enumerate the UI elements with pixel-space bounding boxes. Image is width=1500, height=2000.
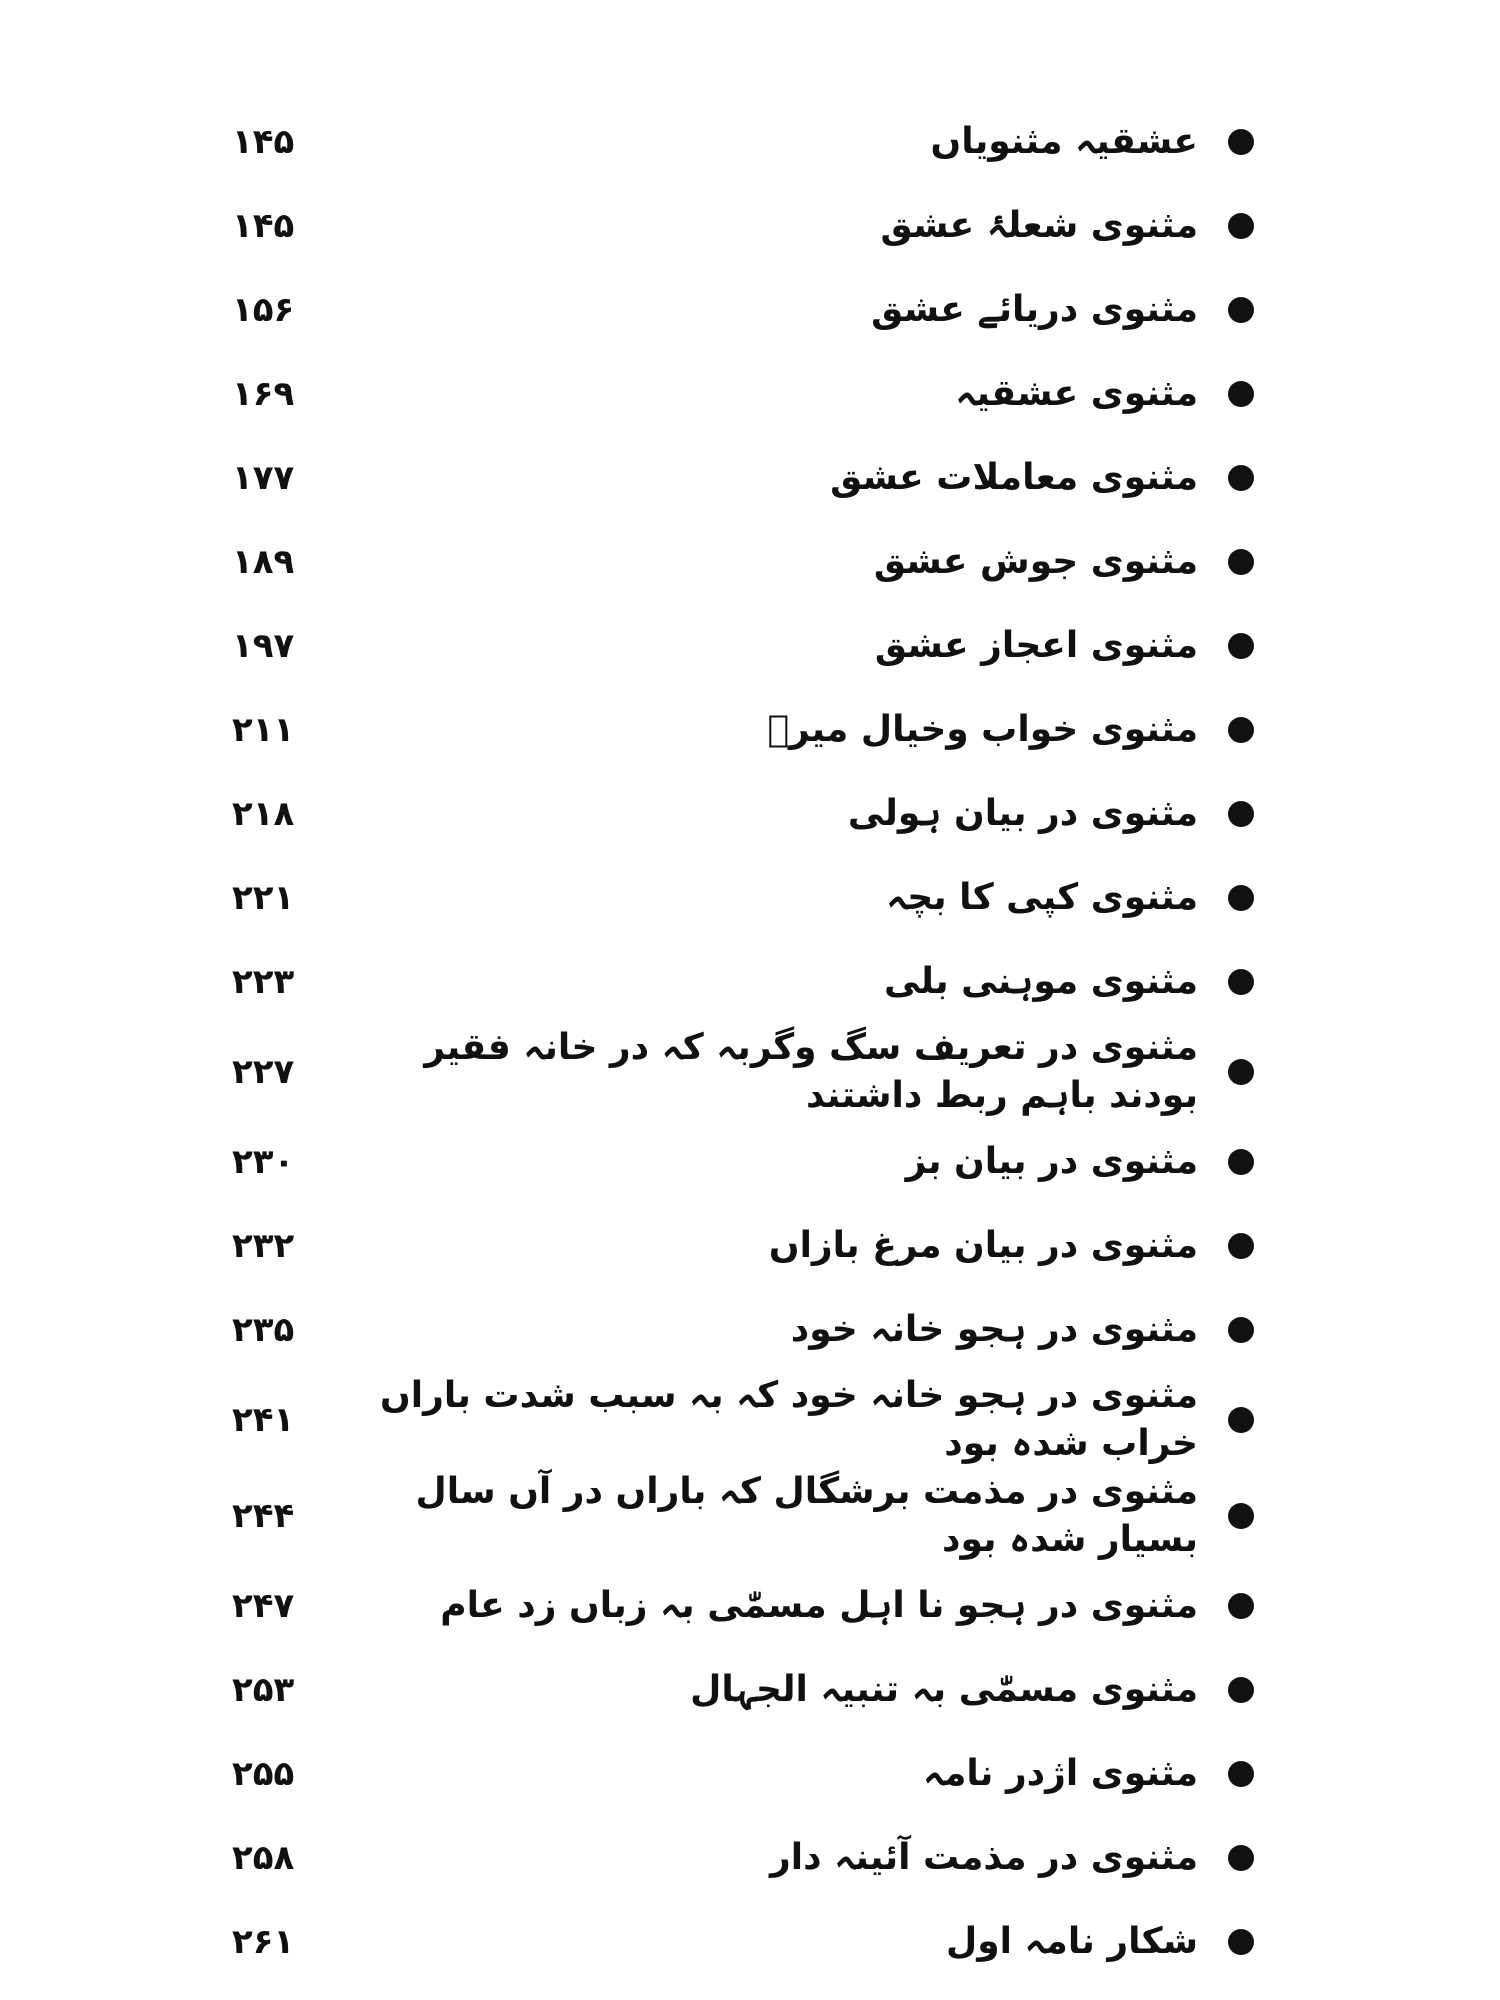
- bullet-icon: [1228, 129, 1254, 155]
- entry-title: مثنوی دریائے عشق: [871, 289, 1198, 330]
- entry-page-number: ۲۴۱: [232, 1400, 295, 1440]
- entry-page-number: ۲۵۵: [232, 1754, 295, 1794]
- entry-page-number: ۲۵۸: [232, 1838, 295, 1878]
- bullet-icon: [1228, 633, 1254, 659]
- toc-entry: [232, 604, 1254, 688]
- bullet-icon: [1228, 381, 1254, 407]
- toc-entry: [232, 184, 1254, 268]
- toc-entry: [232, 1372, 1254, 1468]
- toc-entry: [232, 856, 1254, 940]
- toc-entry: [232, 352, 1254, 436]
- bullet-icon: [1228, 885, 1254, 911]
- entry-title: مثنوی کپی کا بچہ: [886, 877, 1198, 918]
- toc-entry: [232, 1732, 1254, 1816]
- entry-title: مثنوی در ہجو خانہ خود کہ بہ سبب شدت باراں خراب شدہ بود: [380, 1375, 1198, 1464]
- toc-entry: [232, 1900, 1254, 1984]
- entry-page-number: ۲۱۱: [232, 710, 295, 750]
- toc-entry: [232, 436, 1254, 520]
- entry-title: مثنوی شعلۂ عشق: [880, 205, 1198, 246]
- entry-page-number: ۱۹۷: [232, 626, 295, 666]
- entry-title: مثنوی موہنی بلی: [883, 961, 1198, 1002]
- toc-entry: [232, 772, 1254, 856]
- entry-page-number: ۱۷۷: [232, 458, 295, 498]
- toc-entry: [232, 100, 1254, 184]
- toc-entry: [232, 1564, 1254, 1648]
- bullet-icon: [1228, 1407, 1254, 1433]
- entry-title: مثنوی در مذمت آئینہ دار: [770, 1837, 1198, 1878]
- entry-title: مثنوی در مذمت برشگال کہ باراں در آں سال بسیار شدہ بود: [415, 1471, 1198, 1560]
- entry-title: مثنوی در بیان ہولی: [847, 793, 1198, 834]
- entry-page-number: ۲۴۴: [232, 1496, 295, 1536]
- toc-entry: [232, 1468, 1254, 1564]
- toc-entry: [232, 1024, 1254, 1120]
- bullet-icon: [1228, 717, 1254, 743]
- entry-title: مثنوی خواب وخیال میرؔ: [767, 709, 1198, 750]
- bullet-icon: [1228, 1317, 1254, 1343]
- entry-title: عشقیہ مثنویاں: [930, 121, 1198, 162]
- entry-page-number: ۲۲۱: [232, 878, 295, 918]
- entry-page-number: ۲۳۵: [232, 1310, 295, 1350]
- bullet-icon: [1228, 1929, 1254, 1955]
- bullet-icon: [1228, 1761, 1254, 1787]
- toc-entry: [232, 688, 1254, 772]
- toc-entry: [232, 520, 1254, 604]
- entry-title: مثنوی در ہجو نا اہل مسمّٰی بہ زباں زد عام: [440, 1585, 1198, 1626]
- entry-title: مثنوی در بیان بز: [905, 1141, 1198, 1182]
- entry-title: مثنوی عشقیہ: [955, 373, 1198, 414]
- bullet-icon: [1228, 1845, 1254, 1871]
- toc-entry: [232, 1204, 1254, 1288]
- entry-title: مثنوی اژدر نامہ: [923, 1753, 1198, 1794]
- entry-page-number: ۲۱۸: [232, 794, 295, 834]
- entry-page-number: ۱۸۹: [232, 542, 295, 582]
- entry-title: مثنوی در تعریف سگ وگربہ کہ در خانہ فقیر بودند باہم ربط داشتند: [424, 1027, 1198, 1116]
- entry-page-number: ۲۳۲: [232, 1226, 295, 1266]
- toc-entry: [232, 1648, 1254, 1732]
- entry-title: شکار نامہ اول: [945, 1921, 1198, 1962]
- entry-page-number: ۲۲۳: [232, 962, 295, 1002]
- bullet-icon: [1228, 1059, 1254, 1085]
- toc-entry: [232, 940, 1254, 1024]
- bullet-icon: [1228, 465, 1254, 491]
- entry-title: مثنوی جوش عشق: [873, 541, 1198, 582]
- bullet-icon: [1228, 297, 1254, 323]
- bullet-icon: [1228, 213, 1254, 239]
- entry-page-number: ۱۵۶: [232, 290, 295, 330]
- entry-page-number: ۲۴۷: [232, 1586, 295, 1626]
- toc-entry: [232, 268, 1254, 352]
- bullet-icon: [1228, 1233, 1254, 1259]
- bullet-icon: [1228, 1593, 1254, 1619]
- toc-entry: [232, 1288, 1254, 1372]
- entry-title: مثنوی اعجاز عشق: [874, 625, 1198, 666]
- toc-entry: [232, 1120, 1254, 1204]
- toc-entry: [232, 1816, 1254, 1900]
- bullet-icon: [1228, 549, 1254, 575]
- entry-page-number: ۲۵۳: [232, 1670, 295, 1710]
- bullet-icon: [1228, 969, 1254, 995]
- entry-page-number: ۲۲۷: [232, 1052, 295, 1092]
- entry-page-number: ۲۶۱: [232, 1922, 295, 1962]
- entry-page-number: ۲۳۰: [232, 1142, 295, 1182]
- entry-title: مثنوی در ہجو خانہ خود: [790, 1309, 1198, 1350]
- entry-title: مثنوی در بیان مرغ بازاں: [768, 1225, 1198, 1266]
- bullet-icon: [1228, 801, 1254, 827]
- entry-page-number: ۱۴۵: [232, 122, 295, 162]
- entry-title: مثنوی معاملات عشق: [830, 457, 1198, 498]
- entry-page-number: ۱۶۹: [232, 374, 295, 414]
- entry-title: مثنوی مسمّٰی بہ تنبیہ الجہال: [690, 1669, 1198, 1710]
- bullet-icon: [1228, 1677, 1254, 1703]
- entry-page-number: ۱۴۵: [232, 206, 295, 246]
- bullet-icon: [1228, 1503, 1254, 1529]
- bullet-icon: [1228, 1149, 1254, 1175]
